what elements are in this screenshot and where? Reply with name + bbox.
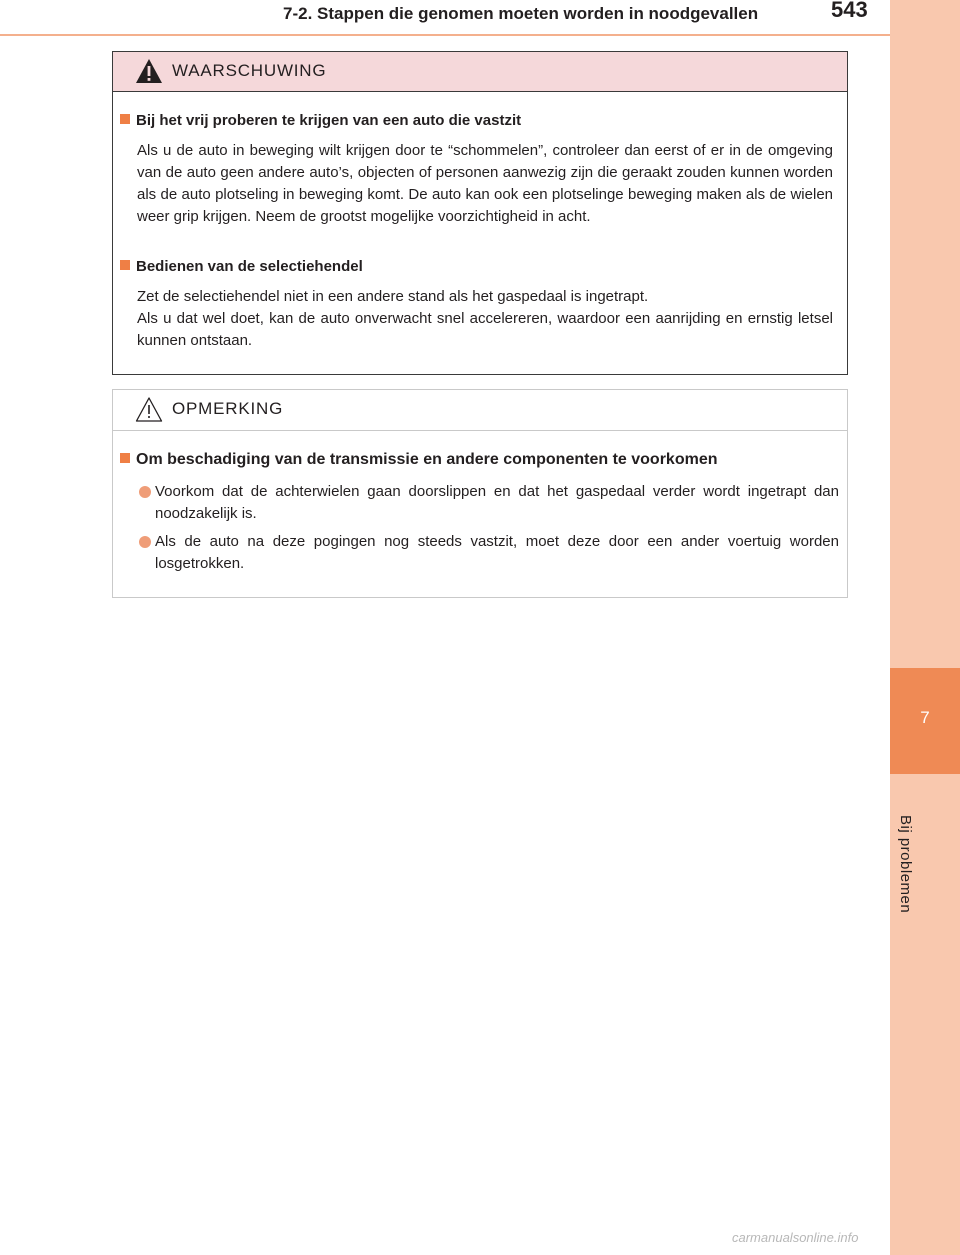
section-title: 7-2. Stappen die genomen moeten worden in noodgevallen [283,4,759,23]
square-bullet-icon [120,114,130,124]
warning-section-text: Zet de selectiehendel niet in een andere stand als het gaspedaal is ingetrapt. [137,288,649,305]
chapter-number: 7 [920,708,930,727]
warning-box [112,51,848,375]
note-section-title: Om beschadiging van de transmissie en andere componenten te voorkomen [120,451,717,469]
round-bullet-icon [139,486,151,498]
square-bullet-icon [120,453,130,463]
warning-section-title: Bedienen van de selectiehendel [120,258,363,275]
caution-triangle-icon [135,396,163,422]
warning-header [113,52,847,92]
warning-section-text: Als u dat wel doet, kan de auto onverwacht snel accelereren, waardoor een aanrijding en ernstig letsel kunnen ontstaan. [137,310,833,349]
warning-heading: WAARSCHUWING [172,61,327,80]
page-number: 543 [831,0,868,22]
note-box: OPMERKING Om beschadiging van de transmissie en andere componenten te voorkomen Voorkom dat de achterwielen gaan doorslippen en dat het gaspedaal verder wordt ingetrapt dan noodzakelijk is. Als de auto na deze pogingen nog steeds vastzit, moet deze door een ander voertuig worden losgetrokken. [112,389,848,598]
page-header [0,0,890,36]
warning-triangle-icon [135,58,163,84]
chapter-title: Bij problemen [897,815,914,914]
square-bullet-icon [120,260,130,270]
chapter-number-box[interactable] [890,668,960,774]
watermark: carmanualsonline.info [732,1230,859,1245]
note-header [113,390,847,431]
warning-section-title: Bij het vrij proberen te krijgen van een auto die vastzit [120,112,521,129]
round-bullet-icon [139,536,151,548]
chapter-side-tab [890,0,960,1255]
note-heading: OPMERKING [172,399,284,418]
warning-section-text: Als u de auto in beweging wilt krijgen door te “schommelen”, controleer dan eerst of er in de omgeving van de auto geen andere auto’s, objecten of personen aanwezig zijn die geraakt zouden kunnen worden als de auto plotseling in beweging komt. De auto kan ook een plotselinge beweging maken als de wielen weer grip krijgen. Neem de grootst mogelijke voorzichtigheid in acht. [137,142,833,225]
